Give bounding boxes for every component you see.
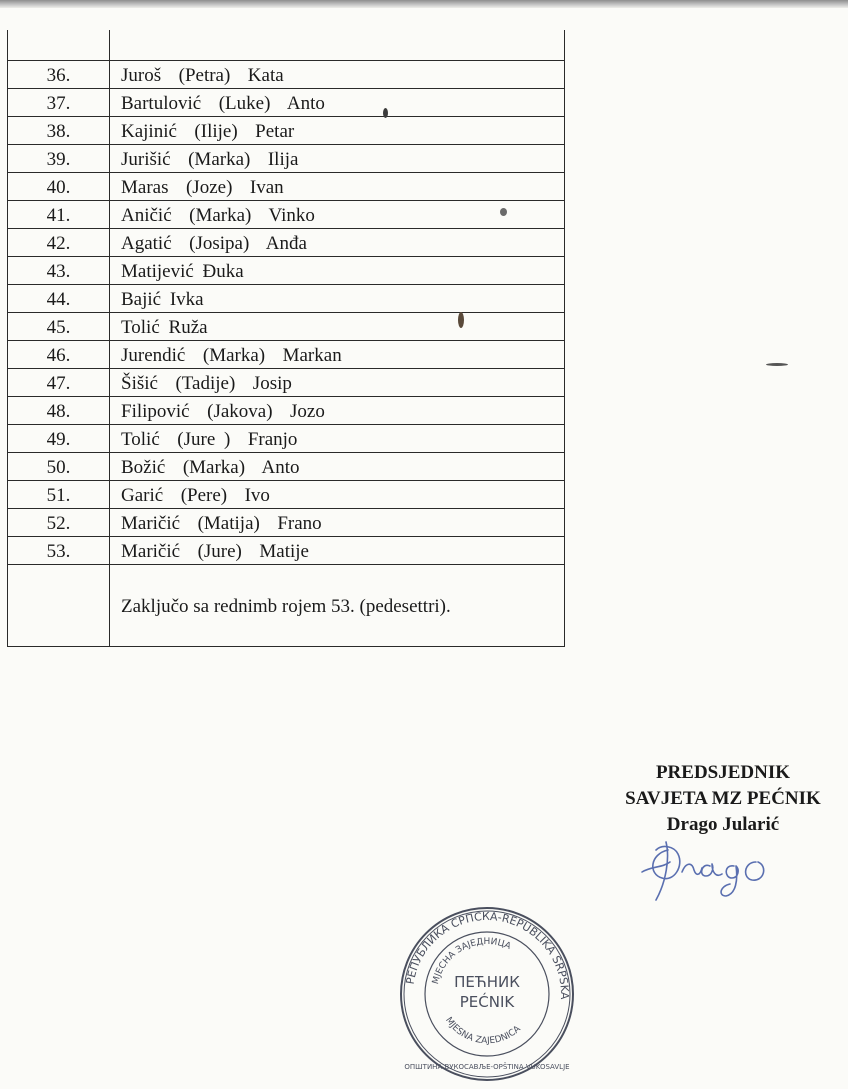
signer-title-line1: PREDSJEDNIK	[655, 762, 791, 783]
row-name: Šišić (Tadije) Josip	[121, 373, 292, 394]
row-number: 37.	[8, 89, 110, 116]
row-name: Maričić (Matija) Frano	[121, 513, 322, 534]
closing-note: Zaključo sa rednimb rojem 53. (pedesettri).	[121, 596, 451, 617]
table-row	[8, 144, 564, 172]
row-number: 51.	[8, 481, 110, 508]
scan-speck	[458, 312, 464, 328]
row-name: Jurendić (Marka) Markan	[121, 345, 342, 366]
row-name: Juroš (Petra) Kata	[121, 65, 284, 86]
handwritten-signature	[640, 832, 780, 904]
table-row	[8, 60, 564, 88]
row-number	[8, 565, 110, 646]
row-name: Agatić (Josipa) Anđa	[121, 233, 307, 254]
signer-name: Drago Jularić	[666, 814, 780, 835]
table-row	[8, 116, 564, 144]
row-number: 36.	[8, 61, 110, 88]
row-number: 47.	[8, 369, 110, 396]
row-number: 46.	[8, 341, 110, 368]
row-number: 49.	[8, 425, 110, 452]
row-number: 40.	[8, 173, 110, 200]
seal-center-cyrillic: ПЕЋНИК	[454, 973, 520, 991]
row-number: 48.	[8, 397, 110, 424]
row-number: 53.	[8, 537, 110, 564]
row-number: 50.	[8, 453, 110, 480]
svg-text:MJESNA ZAJEDNICA	[443, 1016, 523, 1047]
table-row	[8, 256, 564, 284]
seal-center-latin: PEĆNIK	[459, 993, 515, 1011]
table-row	[8, 396, 564, 424]
signer-title-line2: SAVJETA MZ PEĆNIK	[625, 788, 821, 809]
row-number: 43.	[8, 257, 110, 284]
scan-speck	[500, 208, 507, 216]
table-row	[8, 424, 564, 452]
row-number: 39.	[8, 145, 110, 172]
row-name: Aničić (Marka) Vinko	[121, 205, 315, 226]
table-row-empty	[8, 30, 564, 60]
row-name: Bajić Ivka	[121, 289, 204, 310]
table-row	[8, 340, 564, 368]
scan-speck	[766, 363, 788, 366]
table-row-closing	[8, 564, 564, 647]
table-row	[8, 536, 564, 564]
table-row	[8, 172, 564, 200]
table-row	[8, 284, 564, 312]
row-name: Garić (Pere) Ivo	[121, 485, 270, 506]
row-name: Jurišić (Marka) Ilija	[121, 149, 299, 170]
row-number: 38.	[8, 117, 110, 144]
row-number: 45.	[8, 313, 110, 340]
signature-block	[598, 760, 848, 838]
row-name: Tolić Ruža	[121, 317, 208, 338]
row-name	[110, 30, 564, 60]
official-seal	[398, 905, 576, 1083]
seal-inner-text: МЈЕСНА ЗАЈЕДНИЦА	[430, 936, 513, 986]
row-name: Tolić (Jure ) Franjo	[121, 429, 298, 450]
row-number: 52.	[8, 509, 110, 536]
table-row	[8, 312, 564, 340]
row-name: Bartulović (Luke) Anto	[121, 93, 325, 114]
seal-bottom-inner-text: MJESNA ZAJEDNICA	[443, 1015, 523, 1047]
seal-bottom-outer-text: ОПШТИНА ВУКОСАВЉЕ-OPŠTINA VUKOSAVLJE	[404, 1063, 570, 1071]
table-row	[8, 228, 564, 256]
row-name: Filipović (Jakova) Jozo	[121, 401, 325, 422]
scan-speck	[383, 108, 388, 118]
row-name: Maričić (Jure) Matije	[121, 541, 309, 562]
table-row	[8, 88, 564, 116]
row-name: Kajinić (Ilije) Petar	[121, 121, 295, 142]
names-table	[7, 30, 565, 647]
table-row	[8, 480, 564, 508]
seal-outer-text: РЕПУБЛИКА СРПСКА-REPUBLIKA SRPSKA	[403, 909, 572, 1000]
table-row	[8, 200, 564, 228]
table-row	[8, 368, 564, 396]
scan-top-edge	[0, 0, 848, 8]
row-name: Matijević Đuka	[121, 261, 244, 282]
row-number: 44.	[8, 285, 110, 312]
row-number: 41.	[8, 201, 110, 228]
row-name: Božić (Marka) Anto	[121, 457, 300, 478]
table-row	[8, 508, 564, 536]
row-number: 42.	[8, 229, 110, 256]
table-row	[8, 452, 564, 480]
row-name: Maras (Joze) Ivan	[121, 177, 284, 198]
row-number	[8, 30, 110, 60]
